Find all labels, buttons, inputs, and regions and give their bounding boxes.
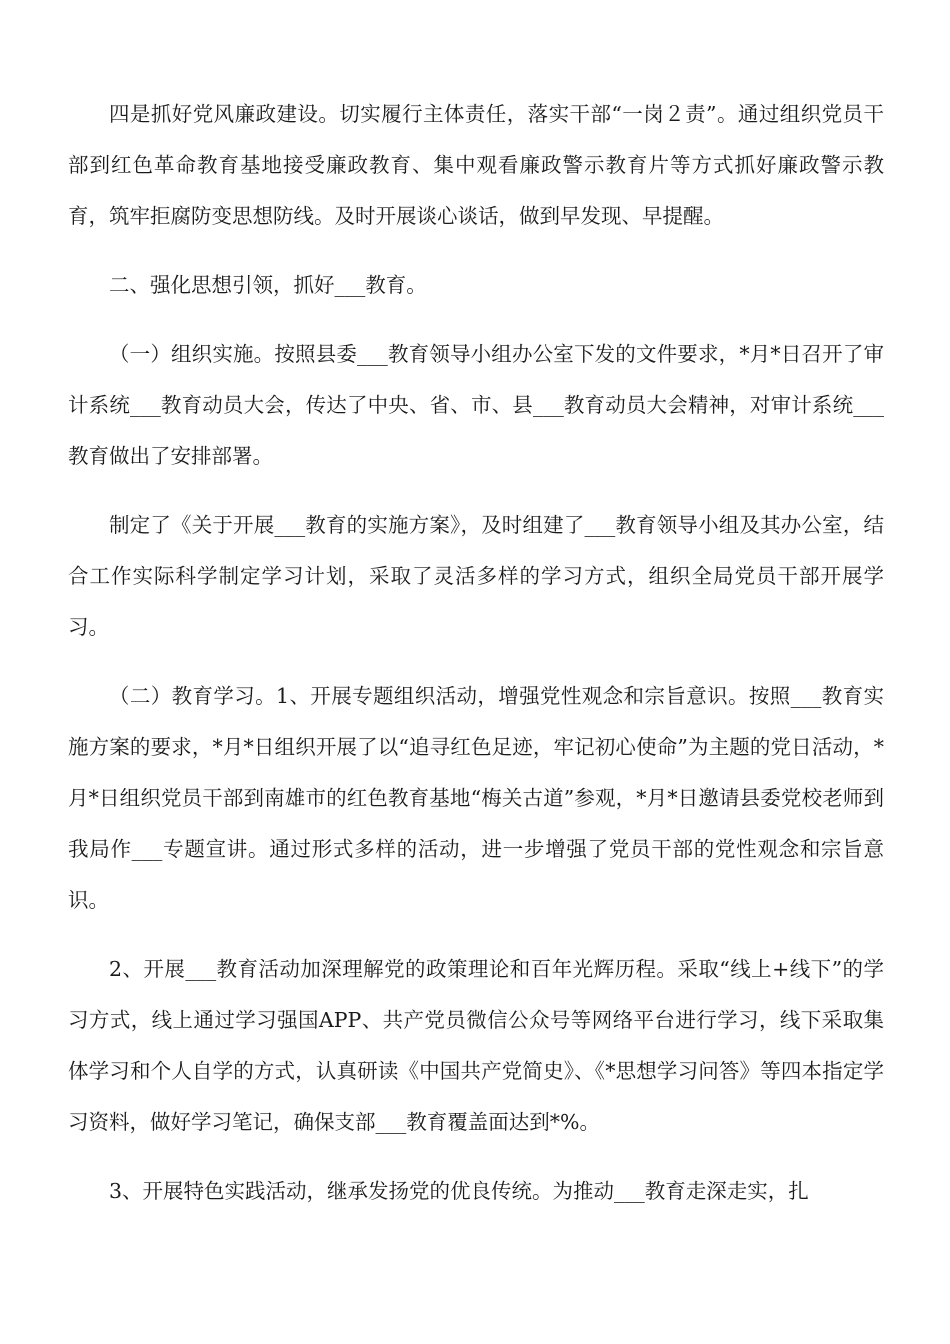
document-body bbox=[68, 89, 884, 1235]
paragraph-organization-implementation: （一）组织实施。按照县委___教育领导小组办公室下发的文件要求，*月*日召开了审计系统___教育动员大会，传达了中央、省、市、县___教育动员大会精神，对审计系统___教育做出了安排部署。 bbox=[68, 342, 884, 468]
section-heading-ideological-guidance: 二、强化思想引领，抓好___教育。 bbox=[109, 273, 427, 297]
paragraph-implementation-plan: 制定了《关于开展___教育的实施方案》，及时组建了___教育领导小组及其办公室，结合工作实际科学制定学习计划，采取了灵活多样的学习方式，组织全局党员干部开展学习。 bbox=[68, 513, 884, 639]
paragraph-education-study: （二）教育学习。1、开展专题组织活动，增强党性观念和宗旨意识。按照___教育实施方案的要求，*月*日组织开展了以“追寻红色足迹，牢记初心使命”为主题的党日活动，*月*日组织党员干部到南雄市的红色教育基地“梅关古道”参观，*月*日邀请县委党校老师到我局作___专题宣讲。通过形式多样的活动，进一步增强了党员干部的党性观念和宗旨意识。 bbox=[68, 684, 884, 912]
paragraph-party-integrity: 四是抓好党风廉政建设。切实履行主体责任，落实干部“一岗２责”。通过组织党员干部到红色革命教育基地接受廉政教育、集中观看廉政警示教育片等方式抓好廉政警示教育，筑牢拒腐防变思想防线。及时开展谈心谈话，做到早发现、早提醒。 bbox=[68, 102, 884, 228]
paragraph-online-offline-study: 2、开展___教育活动加深理解党的政策理论和百年光辉历程。采取“线上+线下”的学习方式，线上通过学习强国APP、共产党员微信公众号等网络平台进行学习，线下采取集体学习和个人自学的方式，认真研读《中国共产党简史》、《*思想学习问答》等四本指定学习资料，做好学习笔记，确保支部___教育覆盖面达到*%。 bbox=[68, 957, 884, 1134]
paragraph-practice-activities: 3、开展特色实践活动，继承发扬党的优良传统。为推动___教育走深走实，扎 bbox=[109, 1179, 809, 1203]
